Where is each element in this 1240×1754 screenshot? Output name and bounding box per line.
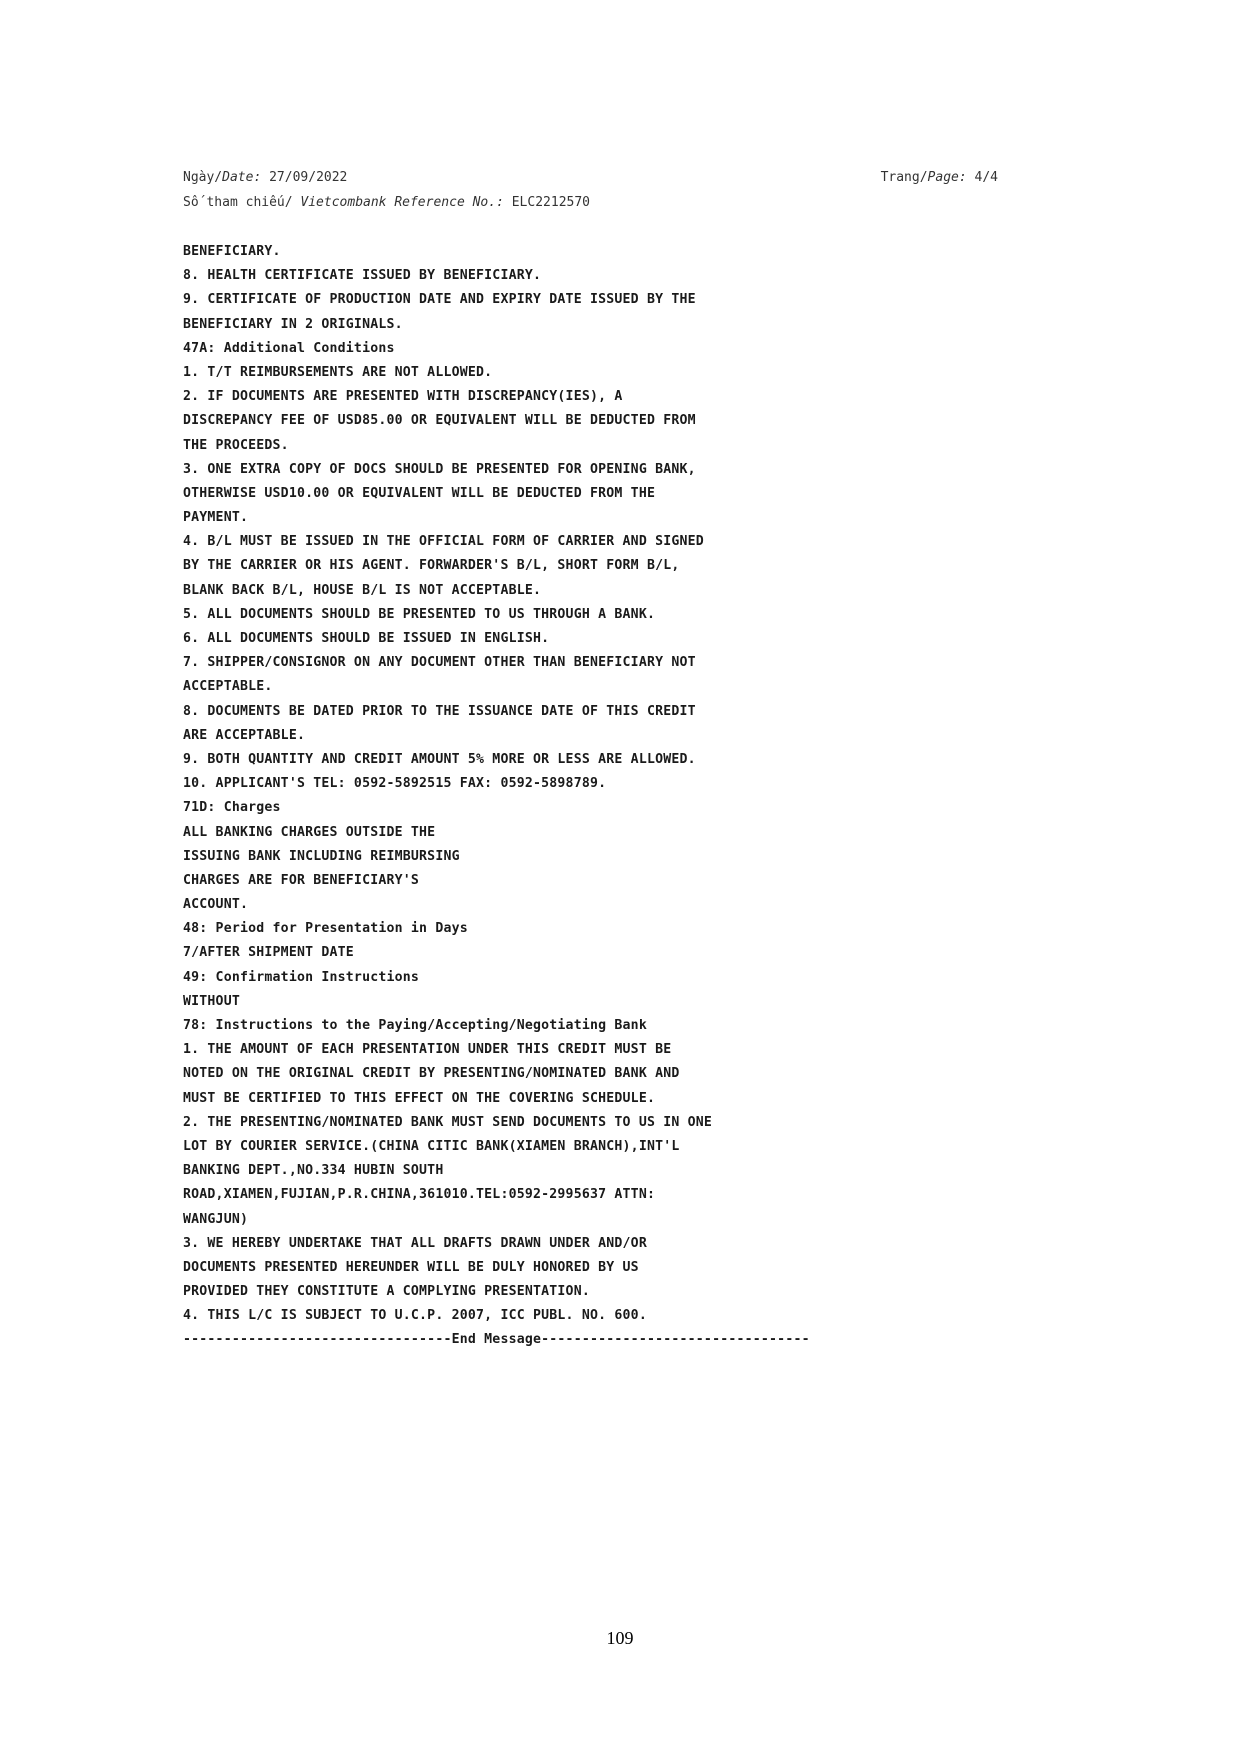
message-line: BENEFICIARY.: [183, 244, 281, 259]
message-line: MUST BE CERTIFIED TO THIS EFFECT ON THE COVERING SCHEDULE.: [183, 1090, 656, 1106]
message-line: 3. ONE EXTRA COPY OF DOCS SHOULD BE PRESENTED FOR OPENING BANK,: [183, 461, 696, 477]
message-line: 8. HEALTH CERTIFICATE ISSUED BY BENEFICIARY.: [183, 268, 542, 284]
message-line: OTHERWISE USD10.00 OR EQUIVALENT WILL BE DEDUCTED FROM THE: [183, 485, 656, 501]
message-line: PAYMENT.: [183, 510, 249, 526]
page-label-en: Page:: [927, 170, 967, 185]
message-line: WANGJUN): [183, 1211, 249, 1227]
message-line: PROVIDED THEY CONSTITUTE A COMPLYING PRESENTATION.: [183, 1284, 590, 1300]
header-row-date: [183, 165, 998, 190]
message-line: 71D: Charges: [183, 800, 281, 816]
message-line: 78: Instructions to the Paying/Accepting/Negotiating Bank: [183, 1018, 647, 1033]
header-row-reference: [183, 190, 998, 215]
message-line: ROAD,XIAMEN,FUJIAN,P.R.CHINA,361010.TEL:0592-2995637 ATTN:: [183, 1187, 656, 1203]
message-line: LOT BY COURIER SERVICE.(CHINA CITIC BANK(XIAMEN BRANCH),INT'L: [183, 1138, 680, 1154]
page-value: 4/4: [974, 170, 998, 185]
page-label: Trang/: [880, 170, 928, 185]
message-line: 4. B/L MUST BE ISSUED IN THE OFFICIAL FORM OF CARRIER AND SIGNED: [183, 534, 704, 550]
date-label-en: Date:: [222, 170, 262, 185]
message-line: 10. APPLICANT'S TEL: 0592-5892515 FAX: 0592-5898789.: [183, 776, 607, 792]
message-line: ISSUING BANK INCLUDING REIMBURSING: [183, 848, 460, 864]
message-line: 1. THE AMOUNT OF EACH PRESENTATION UNDER THIS CREDIT MUST BE: [183, 1042, 672, 1058]
message-line: 8. DOCUMENTS BE DATED PRIOR TO THE ISSUANCE DATE OF THIS CREDIT: [183, 703, 696, 719]
message-line: 9. BOTH QUANTITY AND CREDIT AMOUNT 5% MORE OR LESS ARE ALLOWED.: [183, 751, 696, 767]
message-line: 4. THIS L/C IS SUBJECT TO U.C.P. 2007, ICC PUBL. NO. 600.: [183, 1308, 647, 1324]
message-line: 47A: Additional Conditions: [183, 340, 395, 356]
message-line: CHARGES ARE FOR BENEFICIARY'S: [183, 872, 420, 888]
message-line: NOTED ON THE ORIGINAL CREDIT BY PRESENTING/NOMINATED BANK AND: [183, 1066, 680, 1082]
message-line: WITHOUT: [183, 993, 240, 1009]
message-line: ---------------------------------End Message---------------------------------: [183, 1332, 810, 1348]
message-line: THE PROCEEDS.: [183, 437, 289, 453]
message-line: ALL BANKING CHARGES OUTSIDE THE: [183, 824, 436, 840]
reference-field: [183, 190, 590, 215]
message-line: 49: Confirmation Instructions: [183, 969, 420, 985]
message-line: 3. WE HEREBY UNDERTAKE THAT ALL DRAFTS DRAWN UNDER AND/OR: [183, 1235, 647, 1251]
message-line: 5. ALL DOCUMENTS SHOULD BE PRESENTED TO US THROUGH A BANK.: [183, 606, 656, 622]
message-line: ARE ACCEPTABLE.: [183, 727, 306, 743]
message-line: BANKING DEPT.,NO.334 HUBIN SOUTH: [183, 1163, 444, 1179]
message-line: 48: Period for Presentation in Days: [183, 921, 468, 937]
message-line: ACCOUNT.: [183, 897, 249, 913]
message-line: 7/AFTER SHIPMENT DATE: [183, 945, 354, 961]
message-line: BENEFICIARY IN 2 ORIGINALS.: [183, 316, 403, 332]
reference-label: Số tham chiếu/: [183, 195, 293, 210]
message-line: DOCUMENTS PRESENTED HEREUNDER WILL BE DULY HONORED BY US: [183, 1259, 639, 1275]
date-label: Ngày/: [183, 170, 223, 185]
page-header: [183, 165, 998, 215]
message-line: DISCREPANCY FEE OF USD85.00 OR EQUIVALENT WILL BE DEDUCTED FROM: [183, 413, 696, 429]
reference-value: ELC2212570: [511, 195, 591, 210]
page-number: 109: [606, 1628, 634, 1648]
message-line: BY THE CARRIER OR HIS AGENT. FORWARDER'S B/L, SHORT FORM B/L,: [183, 558, 680, 574]
date-value: 27/09/2022: [269, 170, 348, 185]
message-line: 7. SHIPPER/CONSIGNOR ON ANY DOCUMENT OTHER THAN BENEFICIARY NOT: [183, 655, 696, 671]
lc-message-body: [183, 240, 1003, 1353]
page-field: [881, 165, 998, 190]
message-line: 9. CERTIFICATE OF PRODUCTION DATE AND EXPIRY DATE ISSUED BY THE: [183, 292, 696, 308]
message-line: 1. T/T REIMBURSEMENTS ARE NOT ALLOWED.: [183, 364, 493, 380]
reference-label-en: Vietcombank Reference No.:: [300, 195, 504, 210]
message-line: 2. THE PRESENTING/NOMINATED BANK MUST SEND DOCUMENTS TO US IN ONE: [183, 1114, 713, 1130]
date-field: [183, 165, 347, 190]
message-line: ACCEPTABLE.: [183, 679, 273, 695]
message-line: 2. IF DOCUMENTS ARE PRESENTED WITH DISCREPANCY(IES), A: [183, 389, 623, 405]
message-line: BLANK BACK B/L, HOUSE B/L IS NOT ACCEPTABLE.: [183, 582, 542, 598]
message-line: 6. ALL DOCUMENTS SHOULD BE ISSUED IN ENGLISH.: [183, 631, 550, 646]
